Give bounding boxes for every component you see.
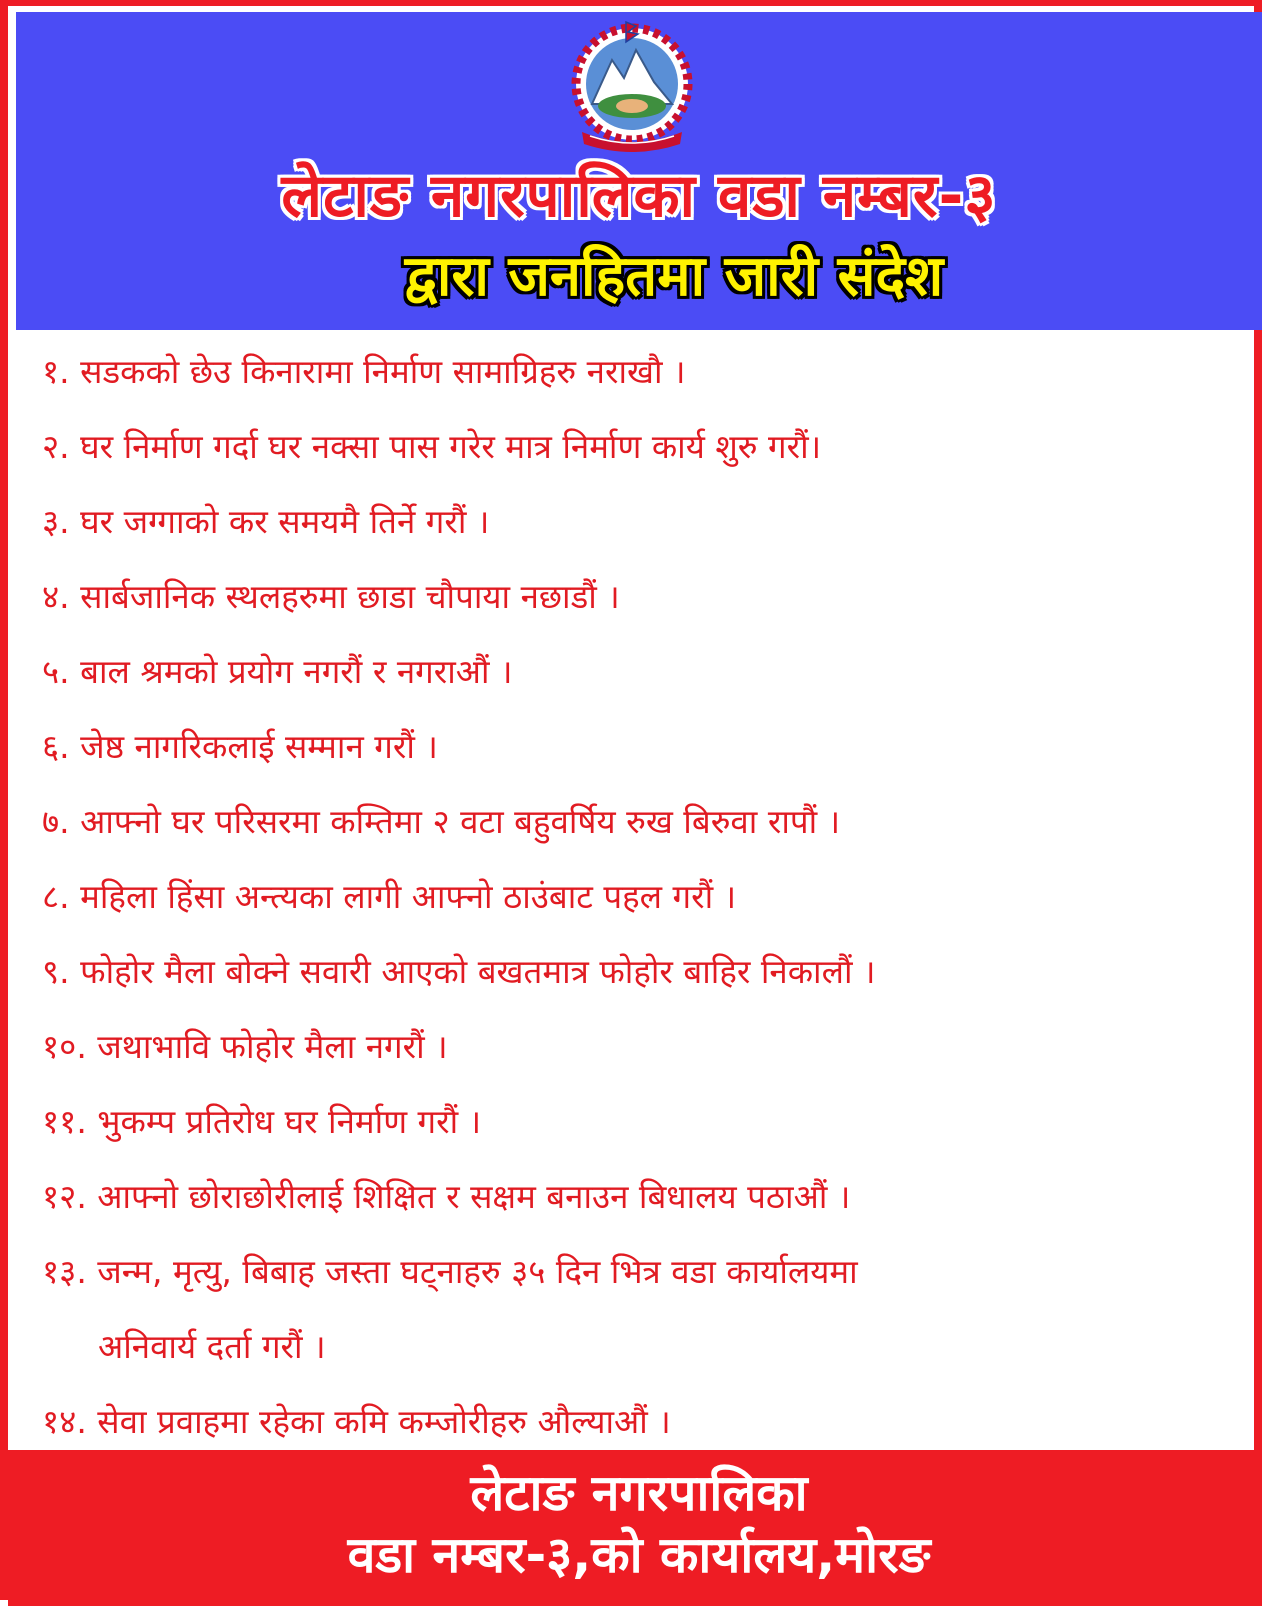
list-item: ७. आफ्नो घर परिसरमा कम्तिमा २ वटा बहुवर्षिय रुख बिरुवा रापौं । [42, 802, 841, 841]
list-item: ५. बाल श्रमको प्रयोग नगरौं र नगराऔं । [42, 652, 513, 691]
list-item: ११. भुकम्प प्रतिरोध घर निर्माण गरौं । [42, 1102, 482, 1141]
list-item: २. घर निर्माण गर्दा घर नक्सा पास गरेर मात्र निर्माण कार्य शुरु गरौं। [42, 427, 822, 466]
title-line-1: लेटाङ नगरपालिका वडा नम्बर-३ [281, 161, 997, 231]
list-item: ८. महिला हिंसा अन्त्यका लागी आफ्नो ठाउंबाट पहल गरौं । [42, 877, 737, 916]
list-item: ६. जेष्ठ नागरिकलाई सम्मान गरौं । [42, 727, 438, 766]
footer-line-2: वडा नम्बर-३,को कार्यालय,मोरङ [347, 1526, 931, 1584]
title-line-2: द्वारा जनहितमा जारी संदेश [404, 244, 944, 309]
list-item: १३. जन्म, मृत्यु, बिबाह जस्ता घट्नाहरु ३५ दिन भित्र वडा कार्यालयमा [42, 1252, 858, 1291]
nepal-coat-of-arms-icon [562, 20, 702, 152]
list-item: १४. सेवा प्रवाहमा रहेका कमि कम्जोरीहरु औल्याऔं । [42, 1402, 671, 1441]
list-item-continuation: अनिवार्य दर्ता गरौं । [98, 1327, 326, 1366]
list-item: ४. सार्बजानिक स्थलहरुमा छाडा चौपाया नछाडौं । [42, 577, 620, 616]
list-item: ३. घर जग्गाको कर समयमै तिर्ने गरौं । [42, 502, 490, 541]
list-item: ९. फोहोर मैला बोक्ने सवारी आएको बखतमात्र फोहोर बाहिर निकालौं । [42, 952, 876, 991]
footer-line-1: लेटाङ नगरपालिका [470, 1464, 808, 1522]
header-banner [16, 12, 1262, 330]
list-item: १. सडकको छेउ किनारामा निर्माण सामाग्रिहरु नराखौ । [42, 352, 686, 391]
footer-banner [8, 1450, 1262, 1606]
list-item: १०. जथाभावि फोहोर मैला नगरौं । [42, 1027, 448, 1066]
message-list [42, 334, 1242, 1459]
list-item: १२. आफ्नो छोराछोरीलाई शिक्षित र सक्षम बनाउन बिधालय पठाऔं । [42, 1177, 851, 1216]
